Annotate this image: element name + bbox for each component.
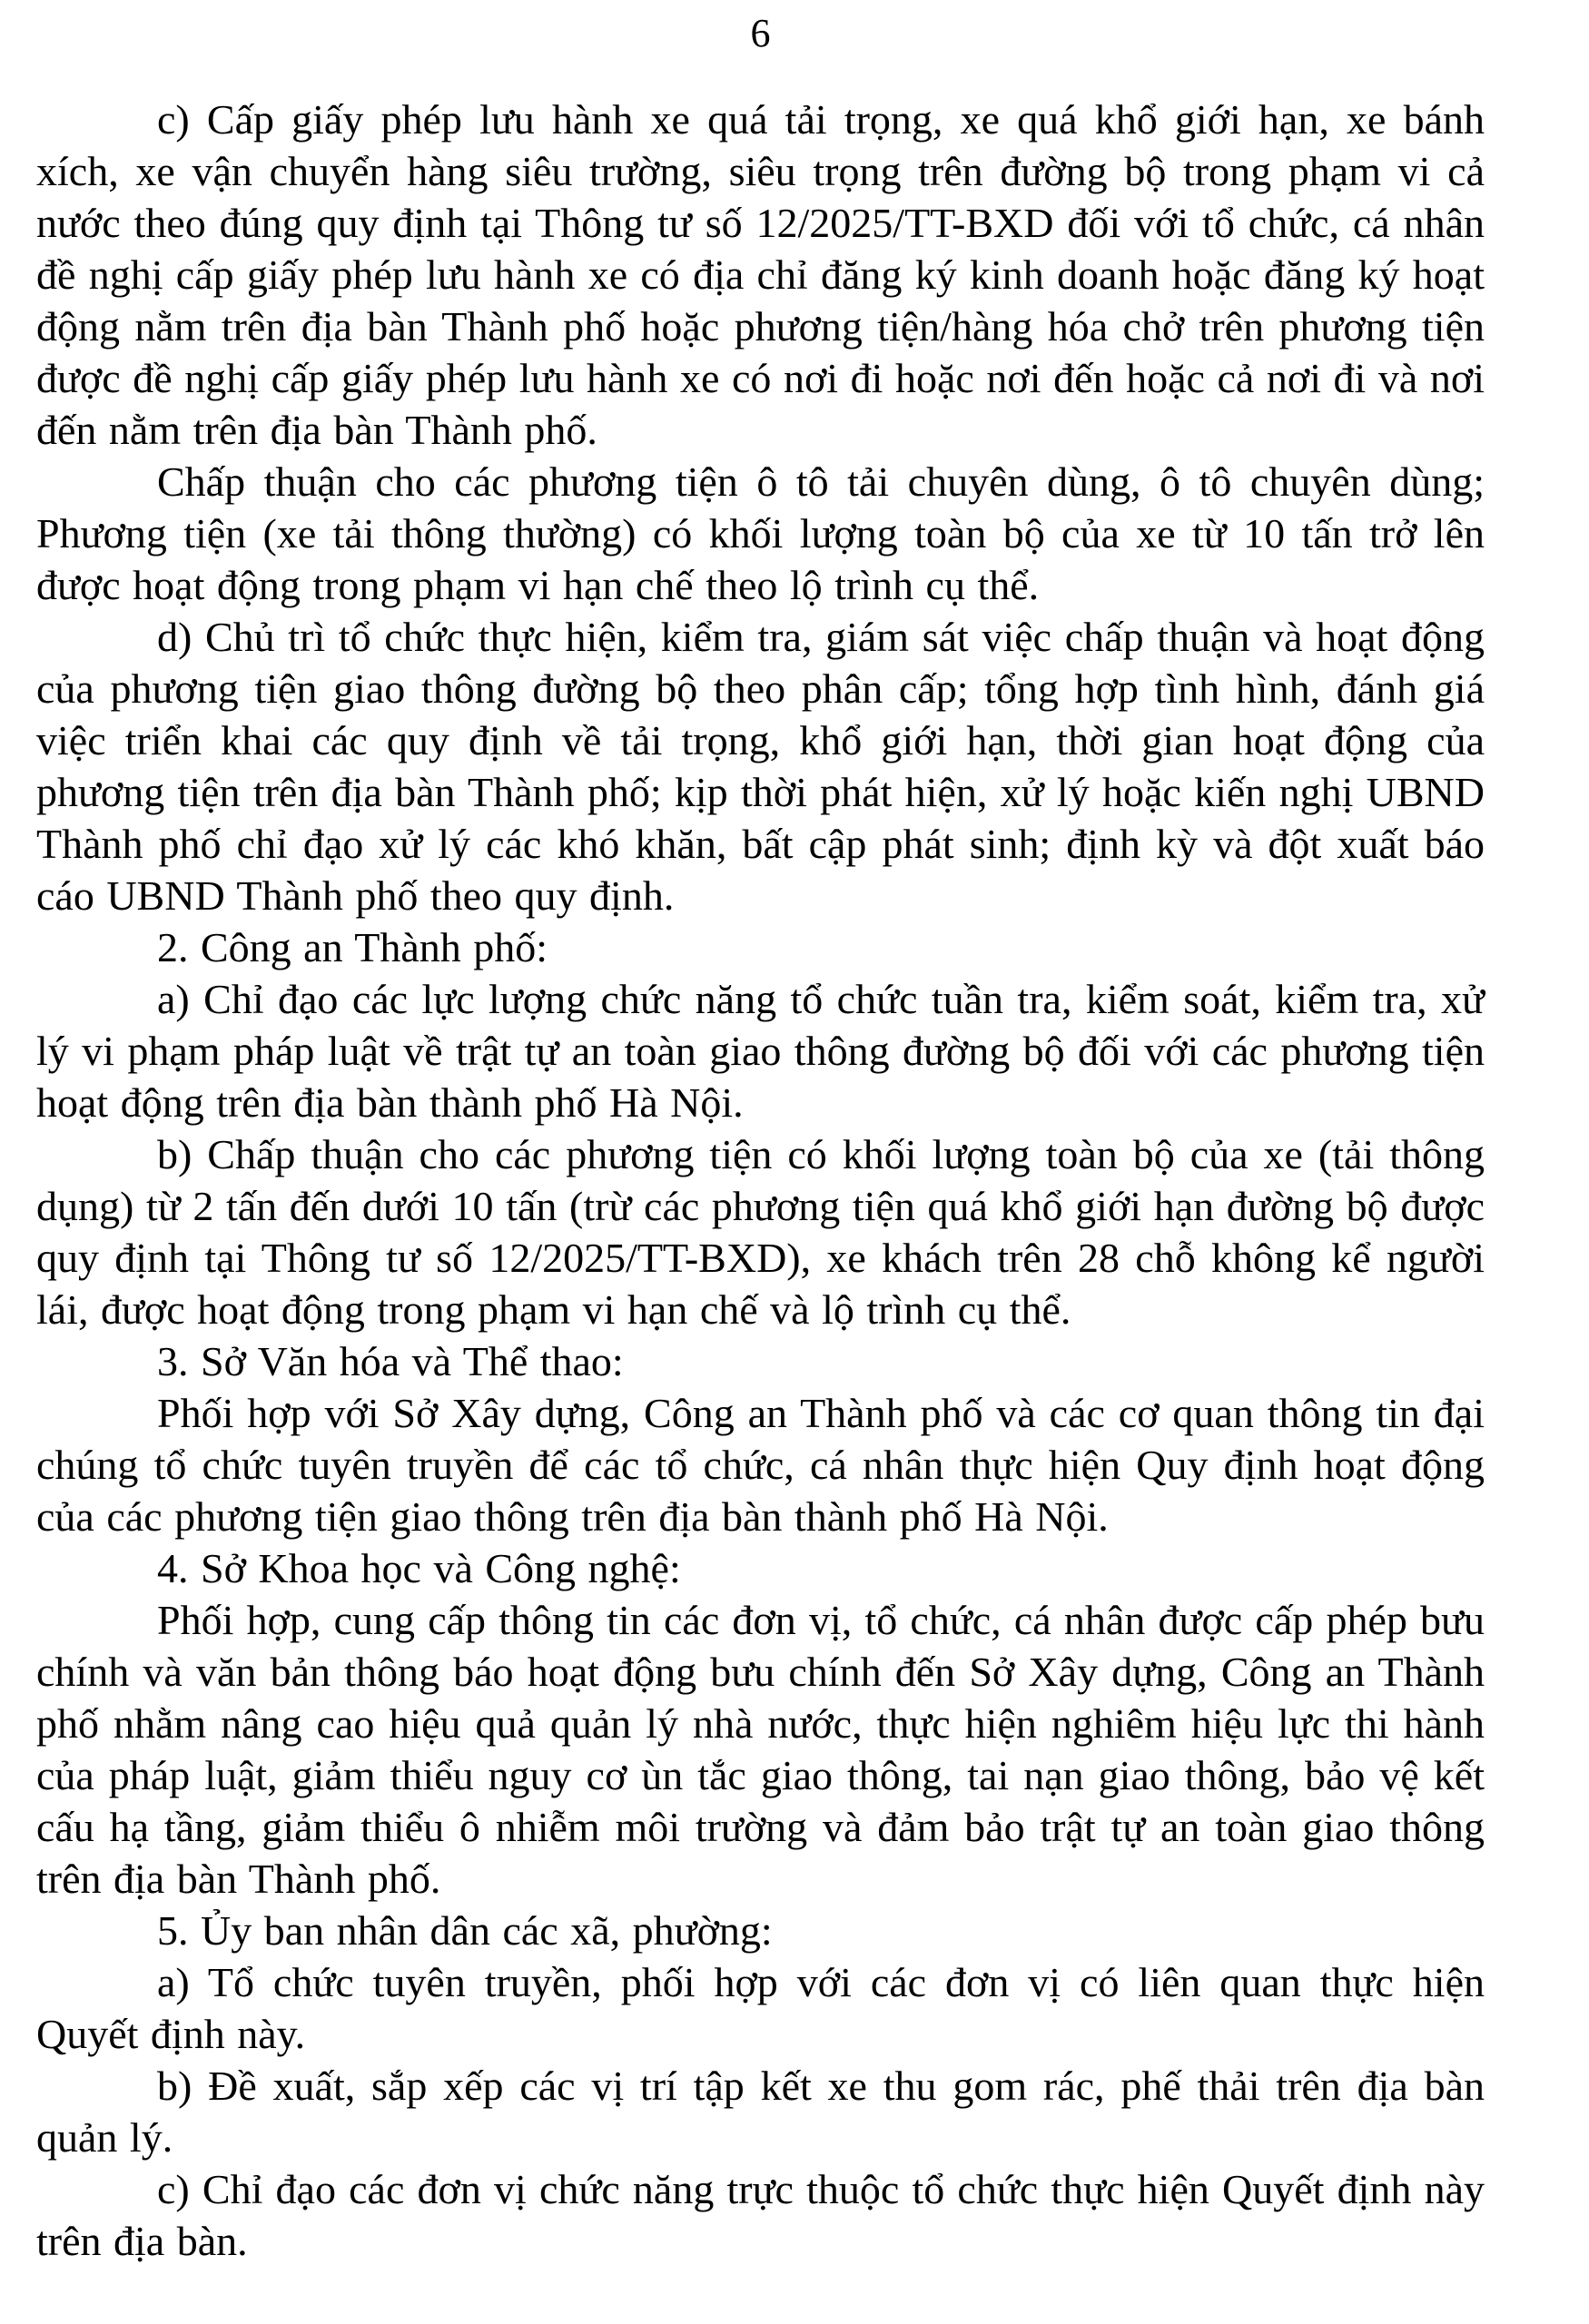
document-body <box>36 94 1485 2267</box>
para-1c-cap-giay-phep-luu-hanh: c) Cấp giấy phép lưu hành xe quá tải trọng, xe quá khổ giới hạn, xe bánh xích, xe vận chuyển hàng siêu trường, siêu trọng trên đường bộ trong phạm vi cả nước theo đúng quy định tại Thông tư số 12/2025/TT-BXD đối với tổ chức, cá nhân đề nghị cấp giấy phép lưu hành xe có địa chỉ đăng ký kinh doanh hoặc đăng ký hoạt động nằm trên địa bàn Thành phố hoặc phương tiện/hàng hóa chở trên phương tiện được đề nghị cấp giấy phép lưu hành xe có nơi đi hoặc nơi đến hoặc cả nơi đi và nơi đến nằm trên địa bàn Thành phố. <box>36 96 1485 453</box>
para-2a-chi-dao-luc-luong: a) Chỉ đạo các lực lượng chức năng tổ chức tuần tra, kiểm soát, kiểm tra, xử lý vi phạm pháp luật về trật tự an toàn giao thông đường bộ đối với các phương tiện hoạt động trên địa bàn thành phố Hà Nội. <box>36 976 1485 1126</box>
page-number: 6 <box>750 11 771 55</box>
para-3-phoi-hop-tuyen-truyen: Phối hợp với Sở Xây dựng, Công an Thành phố và các cơ quan thông tin đại chúng tổ chức tuyên truyền để các tổ chức, cá nhân thực hiện Quy định hoạt động của các phương tiện giao thông trên địa bàn thành phố Hà Nội. <box>36 1390 1485 1540</box>
para-2b-chap-thuan-2-den-10-tan: b) Chấp thuận cho các phương tiện có khối lượng toàn bộ của xe (tải thông dụng) từ 2 tấn đến dưới 10 tấn (trừ các phương tiện quá khổ giới hạn đường bộ được quy định tại Thông tư số 12/2025/TT-BXD), xe khách trên 28 chỗ không kể người lái, được hoạt động trong phạm vi hạn chế và lộ trình cụ thể. <box>36 1131 1485 1333</box>
para-1d-chu-tri-to-chuc: d) Chủ trì tổ chức thực hiện, kiểm tra, giám sát việc chấp thuận và hoạt động của phương tiện giao thông đường bộ theo phân cấp; tổng hợp tình hình, đánh giá việc triển khai các quy định về tải trọng, khổ giới hạn, thời gian hoạt động của phương tiện trên địa bàn Thành phố; kịp thời phát hiện, xử lý hoặc kiến nghị UBND Thành phố chỉ đạo xử lý các khó khăn, bất cập phát sinh; định kỳ và đột xuất báo cáo UBND Thành phố theo quy định. <box>36 614 1485 919</box>
heading-4-so-khoa-hoc-cong-nghe: 4. Sở Khoa học và Công nghệ: <box>157 1545 681 1591</box>
heading-3-so-van-hoa-the-thao: 3. Sở Văn hóa và Thể thao: <box>157 1338 624 1384</box>
para-5a-to-chuc-tuyen-truyen: a) Tổ chức tuyên truyền, phối hợp với các đơn vị có liên quan thực hiện Quyết định này. <box>36 1959 1485 2057</box>
para-5b-de-xuat-sap-xep: b) Đề xuất, sắp xếp các vị trí tập kết xe thu gom rác, phế thải trên địa bàn quản lý. <box>36 2063 1485 2161</box>
para-chap-thuan-xe-tu-10-tan: Chấp thuận cho các phương tiện ô tô tải chuyên dùng, ô tô chuyên dùng; Phương tiện (xe tải thông thường) có khối lượng toàn bộ của xe từ 10 tấn trở lên được hoạt động trong phạm vi hạn chế theo lộ trình cụ thể. <box>36 458 1485 608</box>
para-5c-chi-dao-don-vi: c) Chỉ đạo các đơn vị chức năng trực thuộc tổ chức thực hiện Quyết định này trên địa bàn. <box>36 2166 1485 2264</box>
heading-2-cong-an-thanh-pho: 2. Công an Thành phố: <box>157 924 548 970</box>
heading-5-uy-ban-nhan-dan-xa-phuong: 5. Ủy ban nhân dân các xã, phường: <box>157 1907 773 1954</box>
para-4-phoi-hop-cung-cap-thong-tin: Phối hợp, cung cấp thông tin các đơn vị, tổ chức, cá nhân được cấp phép bưu chính và văn bản thông báo hoạt động bưu chính đến Sở Xây dựng, Công an Thành phố nhằm nâng cao hiệu quả quản lý nhà nước, thực hiện nghiêm hiệu lực thi hành của pháp luật, giảm thiểu nguy cơ ùn tắc giao thông, tai nạn giao thông, bảo vệ kết cấu hạ tầng, giảm thiểu ô nhiễm môi trường và đảm bảo trật tự an toàn giao thông trên địa bàn Thành phố. <box>36 1597 1485 1902</box>
